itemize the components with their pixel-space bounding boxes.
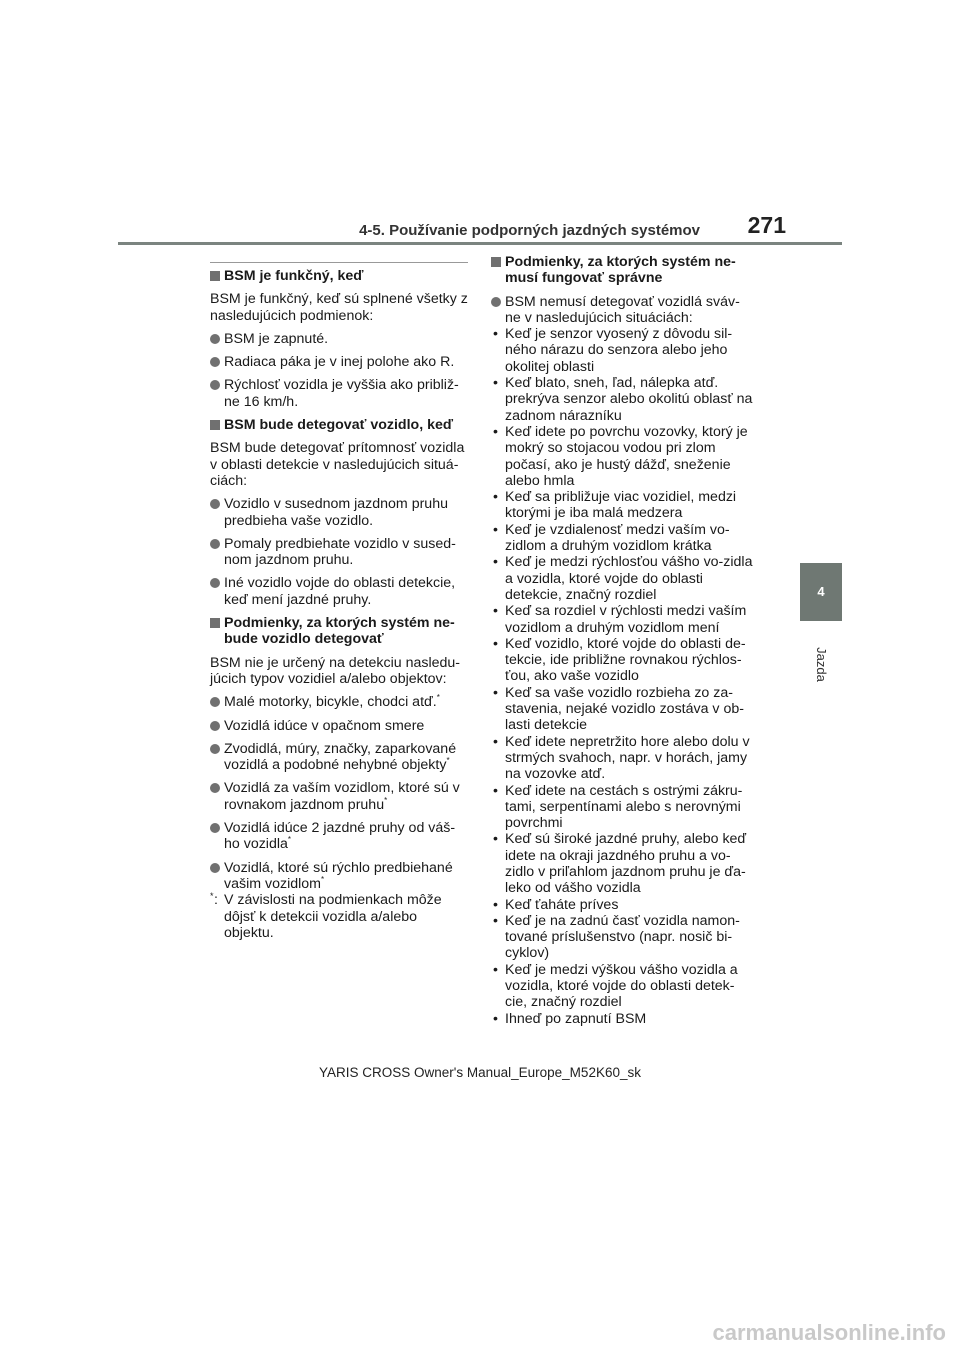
sub-list-item: • Keď sa rozdiel v rýchlosti medzi vaším vozidlom a druhým vozidlom mení bbox=[491, 603, 753, 636]
page-number: 271 bbox=[747, 212, 786, 238]
sub-list-item: • Keď idete na cestách s ostrými zákru-tami, serpentínami alebo s nerovnými povrchmi bbox=[491, 783, 753, 832]
section-intro: BSM bude detegovať prítomnosť vozidla v oblasti detekcie v nasledujúcich situá-ciách: bbox=[210, 440, 465, 489]
header-divider bbox=[118, 242, 842, 245]
list-item: Radiaca páka je v inej polohe ako R. bbox=[210, 354, 468, 370]
section-heading: Podmienky, za ktorých systém ne-musí fungovať správne bbox=[491, 254, 753, 287]
list-item: Pomaly predbiehate vozidlo v sused-nom jazdnom pruhu. bbox=[210, 536, 468, 569]
list-item: Rýchlosť vozidla je vyššia ako približ-ne 16 km/h. bbox=[210, 377, 468, 410]
sub-list-item: • Keď ťaháte príves bbox=[491, 897, 753, 913]
footnote: * : V závislosti na podmienkach môže dôjsť k detekcii vozidla a/alebo objektu. bbox=[210, 892, 468, 941]
footnote-marker: * bbox=[446, 756, 450, 766]
chapter-number-tab: 4 bbox=[800, 563, 842, 621]
list-item-text: Vozidlá za vaším vozidlom, ktoré sú v rovnakom jazdnom pruhu bbox=[224, 780, 460, 813]
right-column bbox=[491, 254, 753, 1027]
list-item-text: Vozidlá idúce 2 jazdné pruhy od váš-ho vozidla bbox=[224, 820, 456, 853]
list-item bbox=[210, 780, 468, 813]
sub-list-item: • Keď idete nepretržito hore alebo dolu v strmých svahoch, napr. v horách, jamy na vozovke atď. bbox=[491, 734, 753, 783]
footnote-marker: * bbox=[287, 835, 292, 845]
section-heading: Podmienky, za ktorých systém ne-bude vozidlo detegovať bbox=[210, 615, 468, 648]
sub-list-item: • Keď sa približuje viac vozidiel, medzi ktorými je iba malá medzera bbox=[491, 489, 753, 522]
section-heading: BSM je funkčný, keď bbox=[210, 268, 468, 284]
list-item: Iné vozidlo vojde do oblasti detekcie, keď mení jazdné pruhy. bbox=[210, 575, 468, 608]
list-item bbox=[210, 820, 468, 853]
list-item-text: Zvodidlá, múry, značky, zaparkované vozidlá a podobné nehybné objekty bbox=[224, 740, 457, 774]
watermark: carmanualsonline.info bbox=[712, 1320, 946, 1345]
sub-list-item: • Keď je medzi rýchlosťou vášho vo-zidla a vozidla, ktoré vojde do oblasti detekcie, značný rozdiel bbox=[491, 554, 753, 603]
list-item bbox=[210, 860, 468, 893]
sub-list-item: • Keď blato, sneh, ľad, nálepka atď. prekrýva senzor alebo okolitú oblasť na zadnom nárazníku bbox=[491, 375, 753, 424]
list-item-text: Malé motorky, bicykle, chodci atď. bbox=[224, 694, 437, 711]
footnote-text: V závislosti na podmienkach môže dôjsť k detekcii vozidla a/alebo objektu. bbox=[224, 892, 442, 941]
sub-list-item: • Keď je vzdialenosť medzi vaším vo-zidlom a druhým vozidlom krátka bbox=[491, 522, 753, 555]
section-intro: BSM je funkčný, keď sú splnené všetky z nasledujúcich podmienok: bbox=[210, 291, 468, 324]
footnote-marker: * bbox=[320, 874, 325, 884]
chapter-name-label: Jazda bbox=[813, 646, 829, 682]
section-title: 4-5. Používanie podporných jazdných systémov bbox=[359, 222, 700, 239]
sub-list-item: • Keď sa vaše vozidlo rozbieha zo za-stavenia, nejaké vozidlo zostáva v ob-lasti detekcie bbox=[491, 685, 753, 734]
list-item: Vozidlá idúce v opačnom smere bbox=[210, 718, 468, 734]
sub-list-item: • Ihneď po zapnutí BSM bbox=[491, 1011, 753, 1027]
section-intro: BSM nie je určený na detekciu nasledu-júcich typov vozidiel a/alebo objektov: bbox=[210, 654, 460, 687]
footnote-mark: * bbox=[210, 891, 214, 902]
sub-list-item: • Keď idete po povrchu vozovky, ktorý je mokrý so stojacou vodou pri zlom počasí, ako je hustý dážď, sneženie alebo hmla bbox=[491, 424, 753, 489]
footnote-marker: * bbox=[436, 693, 440, 703]
page-footer: YARIS CROSS Owner's Manual_Europe_M52K60_sk bbox=[319, 1065, 641, 1080]
sub-list-item: • Keď je senzor vyosený z dôvodu sil-ného nárazu do senzora alebo jeho okolitej oblasti bbox=[491, 326, 753, 375]
chapter-name-tab bbox=[800, 634, 842, 694]
left-column bbox=[210, 262, 468, 941]
list-item: Vozidlo v susednom jazdnom pruhu predbieha vaše vozidlo. bbox=[210, 496, 468, 529]
sub-list-item: • Keď sú široké jazdné pruhy, alebo keď idete na okraji jazdného pruhu a vo-zidlo v priľahlom jazdnom pruhu je ďa-leko od vášho vozidla bbox=[491, 831, 753, 896]
list-item-text: Vozidlá, ktoré sú rýchlo predbiehané vašim vozidlom bbox=[224, 859, 453, 892]
sub-list-item: • Keď je na zadnú časť vozidla namon-tované príslušenstvo (napr. nosič bi-cyklov) bbox=[491, 913, 753, 962]
sub-list-item: • Keď vozidlo, ktoré vojde do oblasti de-tekcie, ide približne rovnakou rýchlos-ťou, ako vaše vozidlo bbox=[491, 636, 753, 685]
list-item bbox=[210, 741, 468, 774]
list-item: BSM je zapnuté. bbox=[210, 331, 468, 347]
sub-list-item: • Keď je medzi výškou vášho vozidla a vozidla, ktoré vojde do oblasti detek-cie, značný rozdiel bbox=[491, 962, 753, 1011]
section-heading: BSM bude detegovať vozidlo, keď bbox=[210, 417, 468, 433]
footnote-marker: * bbox=[384, 795, 388, 805]
list-item bbox=[210, 694, 468, 710]
list-item: BSM nemusí detegovať vozidlá sváv-ne v nasledujúcich situáciách: bbox=[491, 294, 753, 327]
